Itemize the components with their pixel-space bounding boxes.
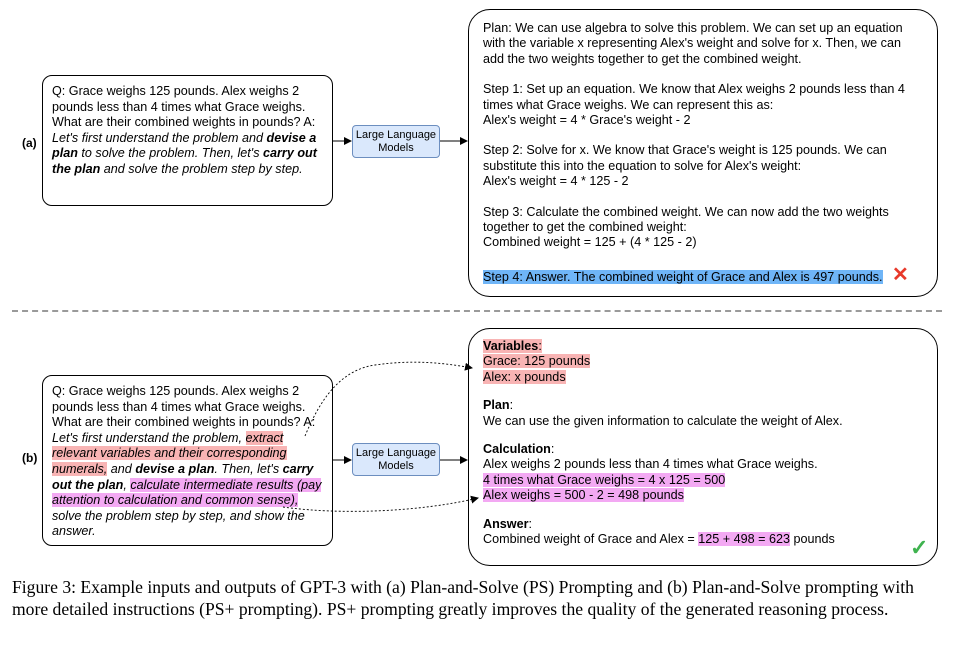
calculation-heading: Calculation <box>483 442 551 457</box>
panel-a-devise-plan: devise a plan <box>52 130 317 161</box>
panel-a-plan: Plan: We can use algebra to solve this problem. We can set up an equation with the variable x representing Alex's weight and solve for x. Then, we can add the two weights together to get the combined weight. <box>483 21 903 66</box>
panel-a-label: (a) <box>22 136 37 150</box>
panel-a-step3-eq: Combined weight = 125 + (4 * 125 - 2) <box>483 235 697 250</box>
panel-b-answer-part-5: . Then, let's <box>214 461 283 476</box>
panel-a-step2-eq: Alex's weight = 4 * 125 - 2 <box>483 174 629 189</box>
panel-b-carry-out-plan: carry out the plan <box>52 461 314 492</box>
calculation-link-curve <box>283 498 478 511</box>
panel-a-step3-text: Step 3: Calculate the combined weight. We can now add the two weights together to get the combined weight: <box>483 204 889 235</box>
figure-caption: Figure 3: Example inputs and outputs of GPT-3 with (a) Plan-and-Solve (PS) Prompting and (b) Plan-and-Solve prompting with more detailed instructions (PS+ prompting). PS+ prompting greatly improves the quality of the generated reasoning process. <box>12 577 914 619</box>
panel-b-question-text: Q: Grace weighs 125 pounds. Alex weighs 2 pounds less than 4 times what Grace weighs. What are their combined weights in pounds? <box>52 384 306 430</box>
calculation-colon: : <box>550 442 555 457</box>
answer-heading: Answer <box>483 516 529 531</box>
variables-heading: Variables <box>483 339 539 353</box>
panel-a-answer-part-1: Let's first understand the problem and <box>52 130 264 145</box>
calculation-line-1: Alex weighs 2 pounds less than 4 times what Grace weighs. <box>483 457 818 472</box>
panel-b-devise-plan: devise a plan <box>135 461 215 476</box>
answer-prefix: Combined weight of Grace and Alex = <box>483 532 699 547</box>
answer-highlight: 125 + 498 = 623 <box>698 532 791 547</box>
calculation-line-2: 4 times what Grace weighs = 4 x 125 = 500 <box>483 472 726 487</box>
panel-a-answer-part-6: and solve the problem step by step. <box>100 161 303 176</box>
plan-text: We can use the given information to calculate the weight of Alex. <box>483 413 843 428</box>
panel-a-answer-prefix: A: <box>303 115 316 130</box>
panel-a-step1-eq: Alex's weight = 4 * Grace's weight - 2 <box>483 113 691 128</box>
panel-a-question-text: Q: Grace weighs 125 pounds. Alex weighs 2 pounds less than 4 times what Grace weighs. What are their combined weights in pounds? <box>52 84 306 130</box>
panel-b-extract-variables: extract relevant variables and their corresponding numerals, <box>52 430 287 476</box>
panel-b-answer-part-7: , <box>123 477 131 492</box>
panel-b-answer-part-3: and <box>107 461 136 476</box>
panel-b-llm-label: Large Language Models <box>355 446 437 472</box>
panel-a-llm-label: Large Language Models <box>355 128 437 154</box>
variable-alex: Alex: x pounds <box>483 369 566 384</box>
panel-b-answer-part-1: Let's first understand the problem, <box>52 430 243 445</box>
answer-colon: : <box>528 516 532 531</box>
panel-b-calculate-intermediate: calculate intermediate results (pay attention to calculation and common sense), <box>52 477 322 508</box>
variable-grace: Grace: 125 pounds <box>483 354 591 369</box>
calculation-line-3: Alex weighs = 500 - 2 = 498 pounds <box>483 488 684 503</box>
variables-link-curve <box>305 362 472 436</box>
panel-a-answer-part-4: Then, let's <box>201 146 264 161</box>
plan-heading: Plan <box>483 398 510 413</box>
variables-colon: : <box>538 339 542 353</box>
wrong-cross-icon: ✕ <box>892 263 909 286</box>
plan-colon: : <box>509 398 514 413</box>
panel-a-answer-part-3: to solve the problem. <box>77 146 199 161</box>
answer-suffix: pounds <box>790 532 835 547</box>
panel-b-answer-prefix: A: <box>303 415 316 430</box>
panel-a-step1-text: Step 1: Set up an equation. We know that Alex weighs 2 pounds less than 4 times what Grace weighs. We can represent this as: <box>483 82 905 112</box>
panel-b-label: (b) <box>22 451 38 465</box>
panel-a-carry-out-plan: carry out the plan <box>52 146 317 176</box>
panel-a-step4-answer: Step 4: Answer. The combined weight of Grace and Alex is 497 pounds. <box>483 269 883 284</box>
panel-a-step2-text: Step 2: Solve for x. We know that Grace's weight is 125 pounds. We can substitute this into the equation to solve for Alex's weight: <box>483 143 887 173</box>
panel-b-answer-part-9: solve the problem step by step, and show the answer. <box>52 508 305 539</box>
correct-check-icon: ✓ <box>910 535 929 560</box>
